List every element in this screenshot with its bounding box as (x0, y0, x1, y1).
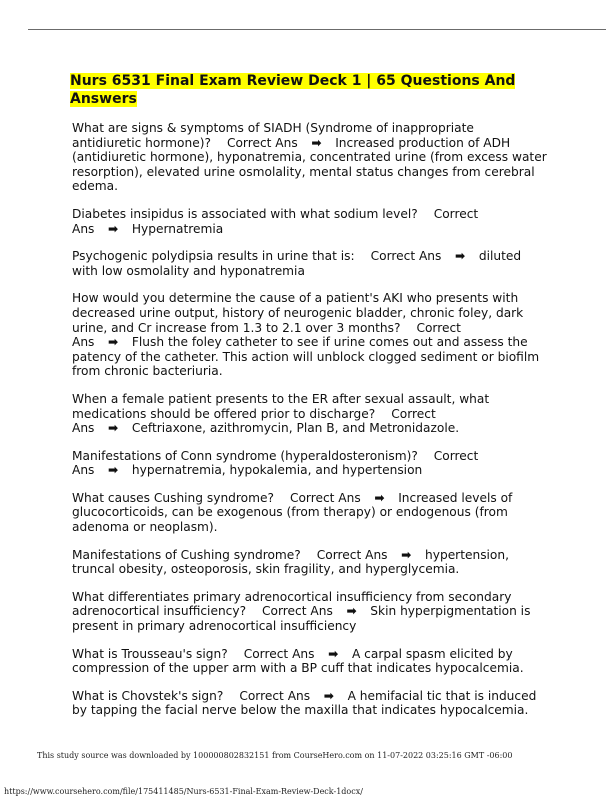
arrow-icon: ➡ (346, 604, 357, 619)
answer-marker: Correct Ans (289, 490, 361, 505)
download-source-note: This study source was downloaded by 100000802832151 from CourseHero.com on 11-07-2022 03:25:16 GMT -06:00 (37, 751, 513, 760)
answer-text: hypertension, truncal obesity, osteoporosis, skin fragility, and hyperglycemia. (72, 547, 509, 577)
answer-marker: Correct Ans (262, 604, 333, 619)
answer-marker: Correct Ans (72, 448, 479, 478)
answer-text: hypernatremia, hypokalemia, and hypertension (131, 463, 423, 478)
answer-text: Flush the foley catheter to see if urine comes out and assess the patency of the catheter. This action will unblock clogged sediment or biofilm from chronic bacteriuria. (72, 335, 540, 379)
source-url: https://www.coursehero.com/file/175411485/Nurs-6531-Final-Exam-Review-Deck-1docx/ (4, 787, 363, 796)
answer-text: diluted with low osmolality and hyponatremia (72, 249, 522, 278)
document-title: Nurs 6531 Final Exam Review Deck 1 | 65 Questions And Answers (70, 73, 516, 107)
arrow-icon: ➡ (108, 421, 119, 436)
top-rule (28, 29, 606, 30)
answer-marker: Correct Ans (370, 249, 442, 264)
qa-item (72, 121, 547, 194)
answer-marker: Correct Ans (72, 206, 479, 236)
answer-marker: Correct Ans (72, 406, 436, 436)
question-text: What causes Cushing syndrome? (72, 490, 274, 505)
answer-marker: Correct Ans (316, 547, 388, 562)
arrow-icon: ➡ (108, 221, 119, 236)
qa-item (72, 207, 547, 236)
answer-marker: Correct Ans (239, 688, 311, 703)
qa-item (72, 249, 547, 278)
question-text: Psychogenic polydipsia results in urine that is: (72, 249, 355, 264)
answer-text: Increased production of ADH (antidiuretic hormone), hyponatremia, concentrated urine (from excess water resorption), elevated urine osmolality, mental status changes from cerebral edema. (72, 135, 547, 194)
answer-marker: Correct Ans (72, 320, 461, 350)
arrow-icon: ➡ (108, 463, 119, 478)
question-text: What is Trousseau's sign? (72, 646, 228, 661)
question-text: What are signs & symptoms of SIADH (Syndrome of inappropriate antidiuretic hormone)? (72, 121, 474, 150)
answer-text: Ceftriaxone, azithromycin, Plan B, and Metronidazole. (131, 421, 460, 436)
question-text: Diabetes insipidus is associated with what sodium level? (72, 206, 418, 221)
qa-item (72, 590, 547, 634)
arrow-icon: ➡ (323, 688, 334, 703)
qa-item (72, 291, 547, 379)
qa-item (72, 647, 547, 676)
answer-text: A carpal spasm elicited by compression of the upper arm with a BP cuff that indicates hypocalcemia. (72, 646, 524, 676)
arrow-icon: ➡ (108, 335, 119, 350)
answer-text: Hypernatremia (131, 221, 224, 236)
question-text: How would you determine the cause of a patient's AKI who presents with decreased urine output, history of neurogenic bladder, chronic foley, dark urine, and Cr increase from 1.3 to 2.1 over 3 months? (72, 291, 524, 335)
answer-text: Increased levels of glucocorticoids, can be exogenous (from therapy) or endogenous (from adenoma or neoplasm). (72, 490, 513, 535)
qa-item (72, 689, 547, 718)
arrow-icon: ➡ (374, 490, 385, 505)
answer-text: A hemifacial tic that is induced by tapping the facial nerve below the maxilla that indicates hypocalcemia. (72, 688, 537, 718)
qa-item (72, 491, 547, 535)
qa-item (72, 392, 547, 436)
qa-item (72, 548, 547, 577)
arrow-icon: ➡ (401, 547, 412, 562)
question-text: Manifestations of Conn syndrome (hyperaldosteronism)? (72, 448, 418, 463)
question-text: When a female patient presents to the ER after sexual assault, what medications should be offered prior to discharge? (72, 391, 490, 421)
qa-item (72, 449, 547, 478)
answer-marker: Correct Ans (226, 135, 298, 150)
arrow-icon: ➡ (455, 249, 466, 264)
arrow-icon: ➡ (328, 646, 339, 661)
answer-marker: Correct Ans (243, 646, 315, 661)
arrow-icon: ➡ (311, 135, 322, 150)
question-text: Manifestations of Cushing syndrome? (72, 547, 301, 562)
question-text: What is Chovstek's sign? (72, 688, 224, 703)
question-text: What differentiates primary adrenocortical insufficiency from secondary adrenocortical insufficiency? (72, 589, 512, 619)
answer-text: Skin hyperpigmentation is present in primary adrenocortical insufficiency (72, 604, 531, 634)
qa-list (72, 121, 547, 718)
